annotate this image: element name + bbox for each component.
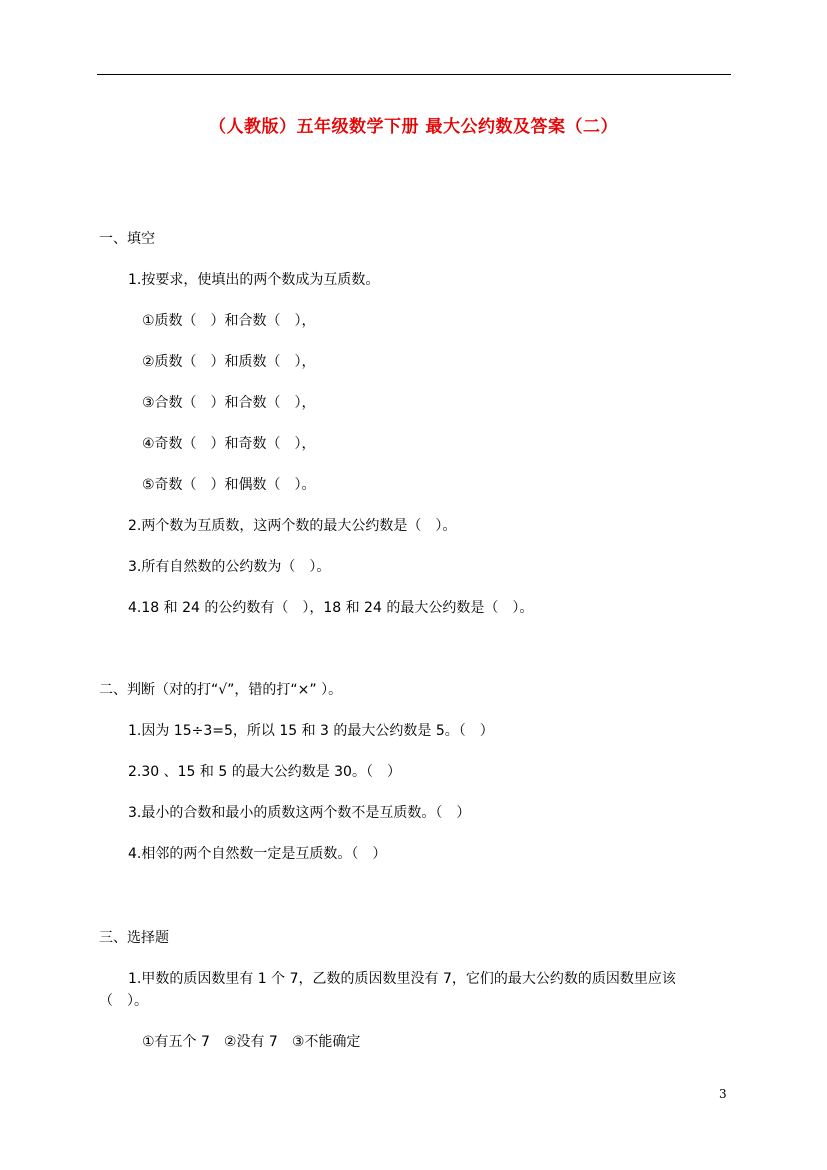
page-number: 3 [719,1087,727,1101]
section-heading-true-false: 二、判断（对的打“√”，错的打“×” ）。 [99,682,343,698]
option-1-1-e: ⑤奇数（ ）和偶数（ ）。 [142,477,316,493]
question-2-1: 1.因为 15÷3=5，所以 15 和 3 的最大公约数是 5。（ ） [128,723,494,739]
question-1-1: 1.按要求，使填出的两个数成为互质数。 [128,272,380,288]
question-2-4: 4.相邻的两个自然数一定是互质数。（ ） [128,846,387,862]
question-3-1-line-2: （ ）。 [99,993,148,1009]
option-1-1-c: ③合数（ ）和合数（ ）， [142,395,316,411]
option-1-1-a: ①质数（ ）和合数（ ）， [142,313,316,329]
question-1-4: 4.18 和 24 的公约数有（ ），18 和 24 的最大公约数是（ ）。 [128,600,534,616]
options-3-1: ①有五个 7 ②没有 7 ③不能确定 [142,1034,361,1050]
document-title: （人教版）五年级数学下册 最大公约数及答案（二） [209,117,618,137]
option-1-1-d: ④奇数（ ）和奇数（ ）， [142,436,316,452]
header-rule [97,74,731,75]
question-3-1-line-1: 1.甲数的质因数里有 1 个 7，乙数的质因数里没有 7，它们的最大公约数的质因数里应该 [128,971,676,987]
question-1-2: 2.两个数为互质数，这两个数的最大公约数是（ ）。 [128,518,457,534]
section-heading-multiple-choice: 三、选择题 [99,930,169,946]
section-heading-fill-in: 一、填空 [99,231,155,247]
question-1-3: 3.所有自然数的公约数为（ ）。 [128,559,331,575]
question-2-2: 2.30 、15 和 5 的最大公约数是 30。（ ） [128,764,401,780]
option-1-1-b: ②质数（ ）和质数（ ）， [142,354,316,370]
question-2-3: 3.最小的合数和最小的质数这两个数不是互质数。（ ） [128,805,471,821]
